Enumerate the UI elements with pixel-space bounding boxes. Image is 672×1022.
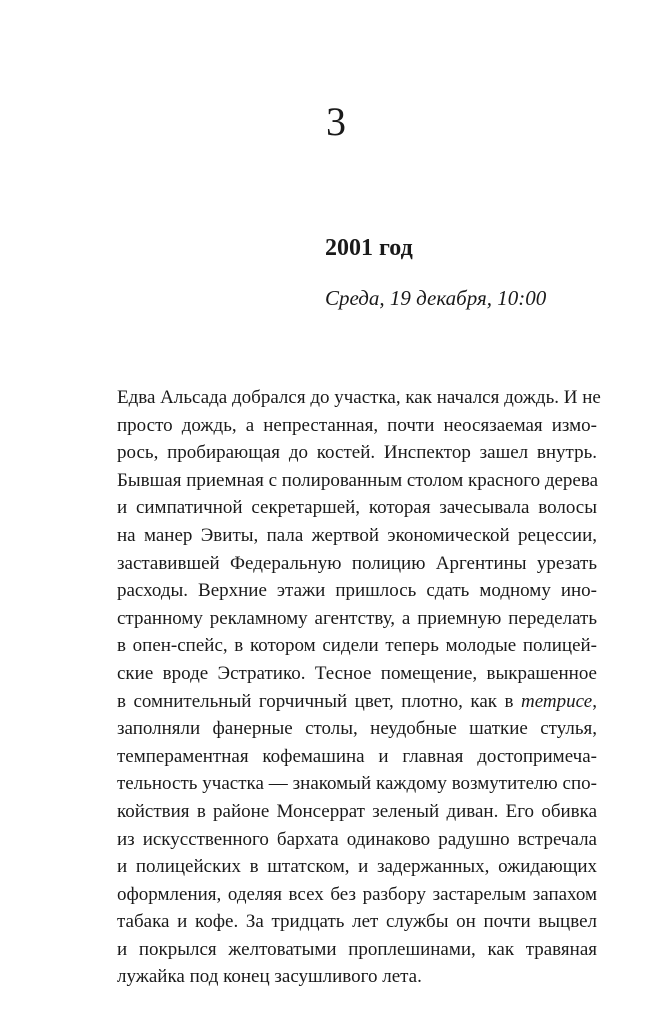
section-datetime: Среда, 19 декабря, 10:00 xyxy=(325,286,547,310)
text-line: в опен-спейс, в котором сидели теперь молодые полицей- xyxy=(117,635,597,657)
text-line: и симпатичной секретаршей, которая зачесывала волосы xyxy=(117,497,597,519)
section-year-heading: 2001 год xyxy=(325,235,413,261)
text-line: странному рекламному агентству, а приемную переделать xyxy=(117,607,597,629)
text-line: и покрылся желтоватыми проплешинами, как травяная xyxy=(117,938,597,960)
text-line: темпераментная кофемашина и главная достопримеча- xyxy=(117,745,597,767)
text-line: расходы. Верхние этажи пришлось сдать модному ино- xyxy=(117,580,597,602)
text-segment: в сомнительный горчичный цвет, плотно, как в xyxy=(117,690,521,712)
text-line-with-emphasis xyxy=(117,688,597,716)
emphasized-word: тетрисе xyxy=(521,690,593,712)
text-segment: , xyxy=(592,690,597,712)
text-line: заставившей Федеральную полицию Аргентины урезать xyxy=(117,552,597,574)
text-line: из искусственного бархата одинаково радушно встречала xyxy=(117,828,597,850)
text-line: рось, пробирающая до костей. Инспектор зашел внутрь. xyxy=(117,442,597,464)
text-line: ские вроде Эстратико. Тесное помещение, выкрашенное xyxy=(117,662,597,684)
text-line: заполняли фанерные столы, неудобные шаткие стулья, xyxy=(117,718,597,740)
body-paragraph xyxy=(117,384,601,991)
text-line: и полицейских в штатском, и задержанных, ожидающих xyxy=(117,856,597,878)
text-line: на манер Эвиты, пала жертвой экономической рецессии, xyxy=(117,524,597,546)
text-line: лужайка под конец засушливого лета. xyxy=(117,966,422,988)
text-line: Едва Альсада добрался до участка, как начался дождь. И не xyxy=(117,387,601,408)
text-line: табака и кофе. За тридцать лет службы он почти выцвел xyxy=(117,911,597,933)
text-line: Бывшая приемная с полированным столом красного дерева xyxy=(117,469,599,491)
chapter-number: 3 xyxy=(326,99,346,144)
text-line: просто дождь, а непрестанная, почти неосязаемая измо- xyxy=(117,414,597,436)
text-line: оформления, оделяя всех без разбору застарелым запахом xyxy=(117,883,597,905)
text-line: койствия в районе Монсеррат зеленый диван. Его обивка xyxy=(117,800,597,822)
text-line: тельность участка — знакомый каждому возмутителю спо- xyxy=(117,773,597,795)
